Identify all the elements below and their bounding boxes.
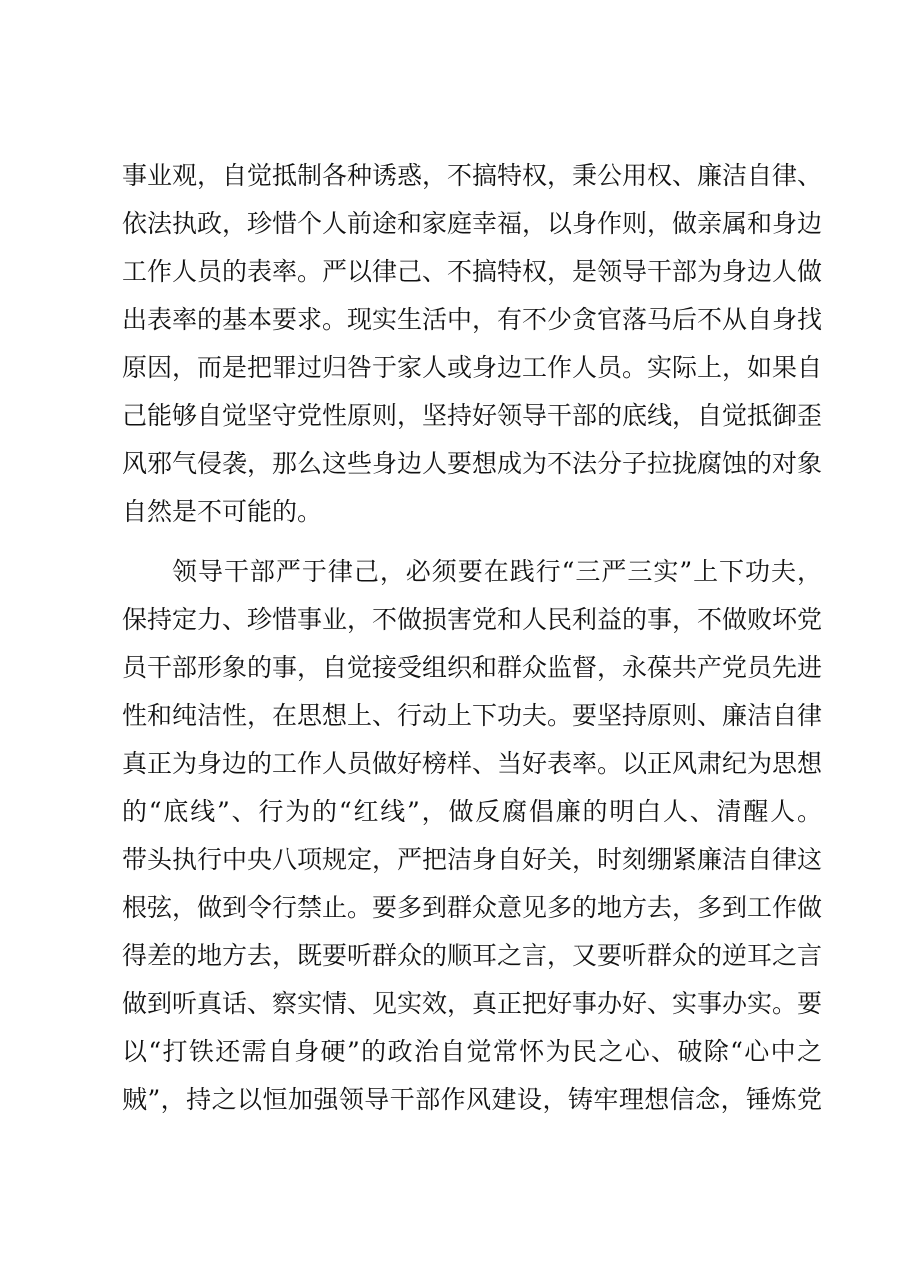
text-line: 依法执政，珍惜个人前途和家庭幸福，以身作则，做亲属和身边 xyxy=(122,209,823,238)
text-line: 工作人员的表率。严以律己、不搞特权，是领导干部为身边人做 xyxy=(122,257,823,286)
paragraph-1 xyxy=(122,152,822,536)
text-line: 的“底线”、行为的“红线”，做反腐倡廉的明白人、清醒人。 xyxy=(122,797,822,826)
text-line: 保持定力、珍惜事业，不做损害党和人民利益的事，不做败坏党 xyxy=(122,605,823,634)
text-line: 根弦，做到令行禁止。要多到群众意见多的地方去，多到工作做 xyxy=(122,893,823,922)
text-line: 以“打铁还需自身硬”的政治自觉常怀为民之心、破除“心中之 xyxy=(122,1037,822,1066)
text-line: 性和纯洁性，在思想上、行动上下功夫。要坚持原则、廉洁自律 xyxy=(122,701,823,730)
text-line: 事业观，自觉抵制各种诱惑，不搞特权，秉公用权、廉洁自律、 xyxy=(122,161,823,190)
paragraph-gap xyxy=(122,536,822,548)
text-line: 真正为身边的工作人员做好榜样、当好表率。以正风肃纪为思想 xyxy=(122,749,823,778)
text-line: 带头执行中央八项规定，严把洁身自好关，时刻绷紧廉洁自律这 xyxy=(122,845,823,874)
text-line: 风邪气侵袭，那么这些身边人要想成为不法分子拉拢腐蚀的对象 xyxy=(122,449,823,478)
text-line: 领导干部严于律己，必须要在践行“三严三实”上下功夫， xyxy=(172,557,822,586)
text-line: 贼”，持之以恒加强领导干部作风建设，铸牢理想信念，锤炼党 xyxy=(122,1085,822,1114)
paragraph-2 xyxy=(122,548,822,1124)
text-line: 原因，而是把罪过归咎于家人或身边工作人员。实际上，如果自 xyxy=(122,353,823,382)
text-line: 己能够自觉坚守党性原则，坚持好领导干部的底线，自觉抵御歪 xyxy=(122,401,823,430)
text-line: 员干部形象的事，自觉接受组织和群众监督，永葆共产党员先进 xyxy=(122,653,823,682)
text-line: 做到听真话、察实情、见实效，真正把好事办好、实事办实。要 xyxy=(122,989,823,1018)
text-line: 得差的地方去，既要听群众的顺耳之言，又要听群众的逆耳之言 xyxy=(122,941,823,970)
body-text xyxy=(122,152,822,1124)
text-line: 自然是不可能的。 xyxy=(122,497,323,526)
text-line: 出表率的基本要求。现实生活中，有不少贪官落马后不从自身找 xyxy=(122,305,823,334)
